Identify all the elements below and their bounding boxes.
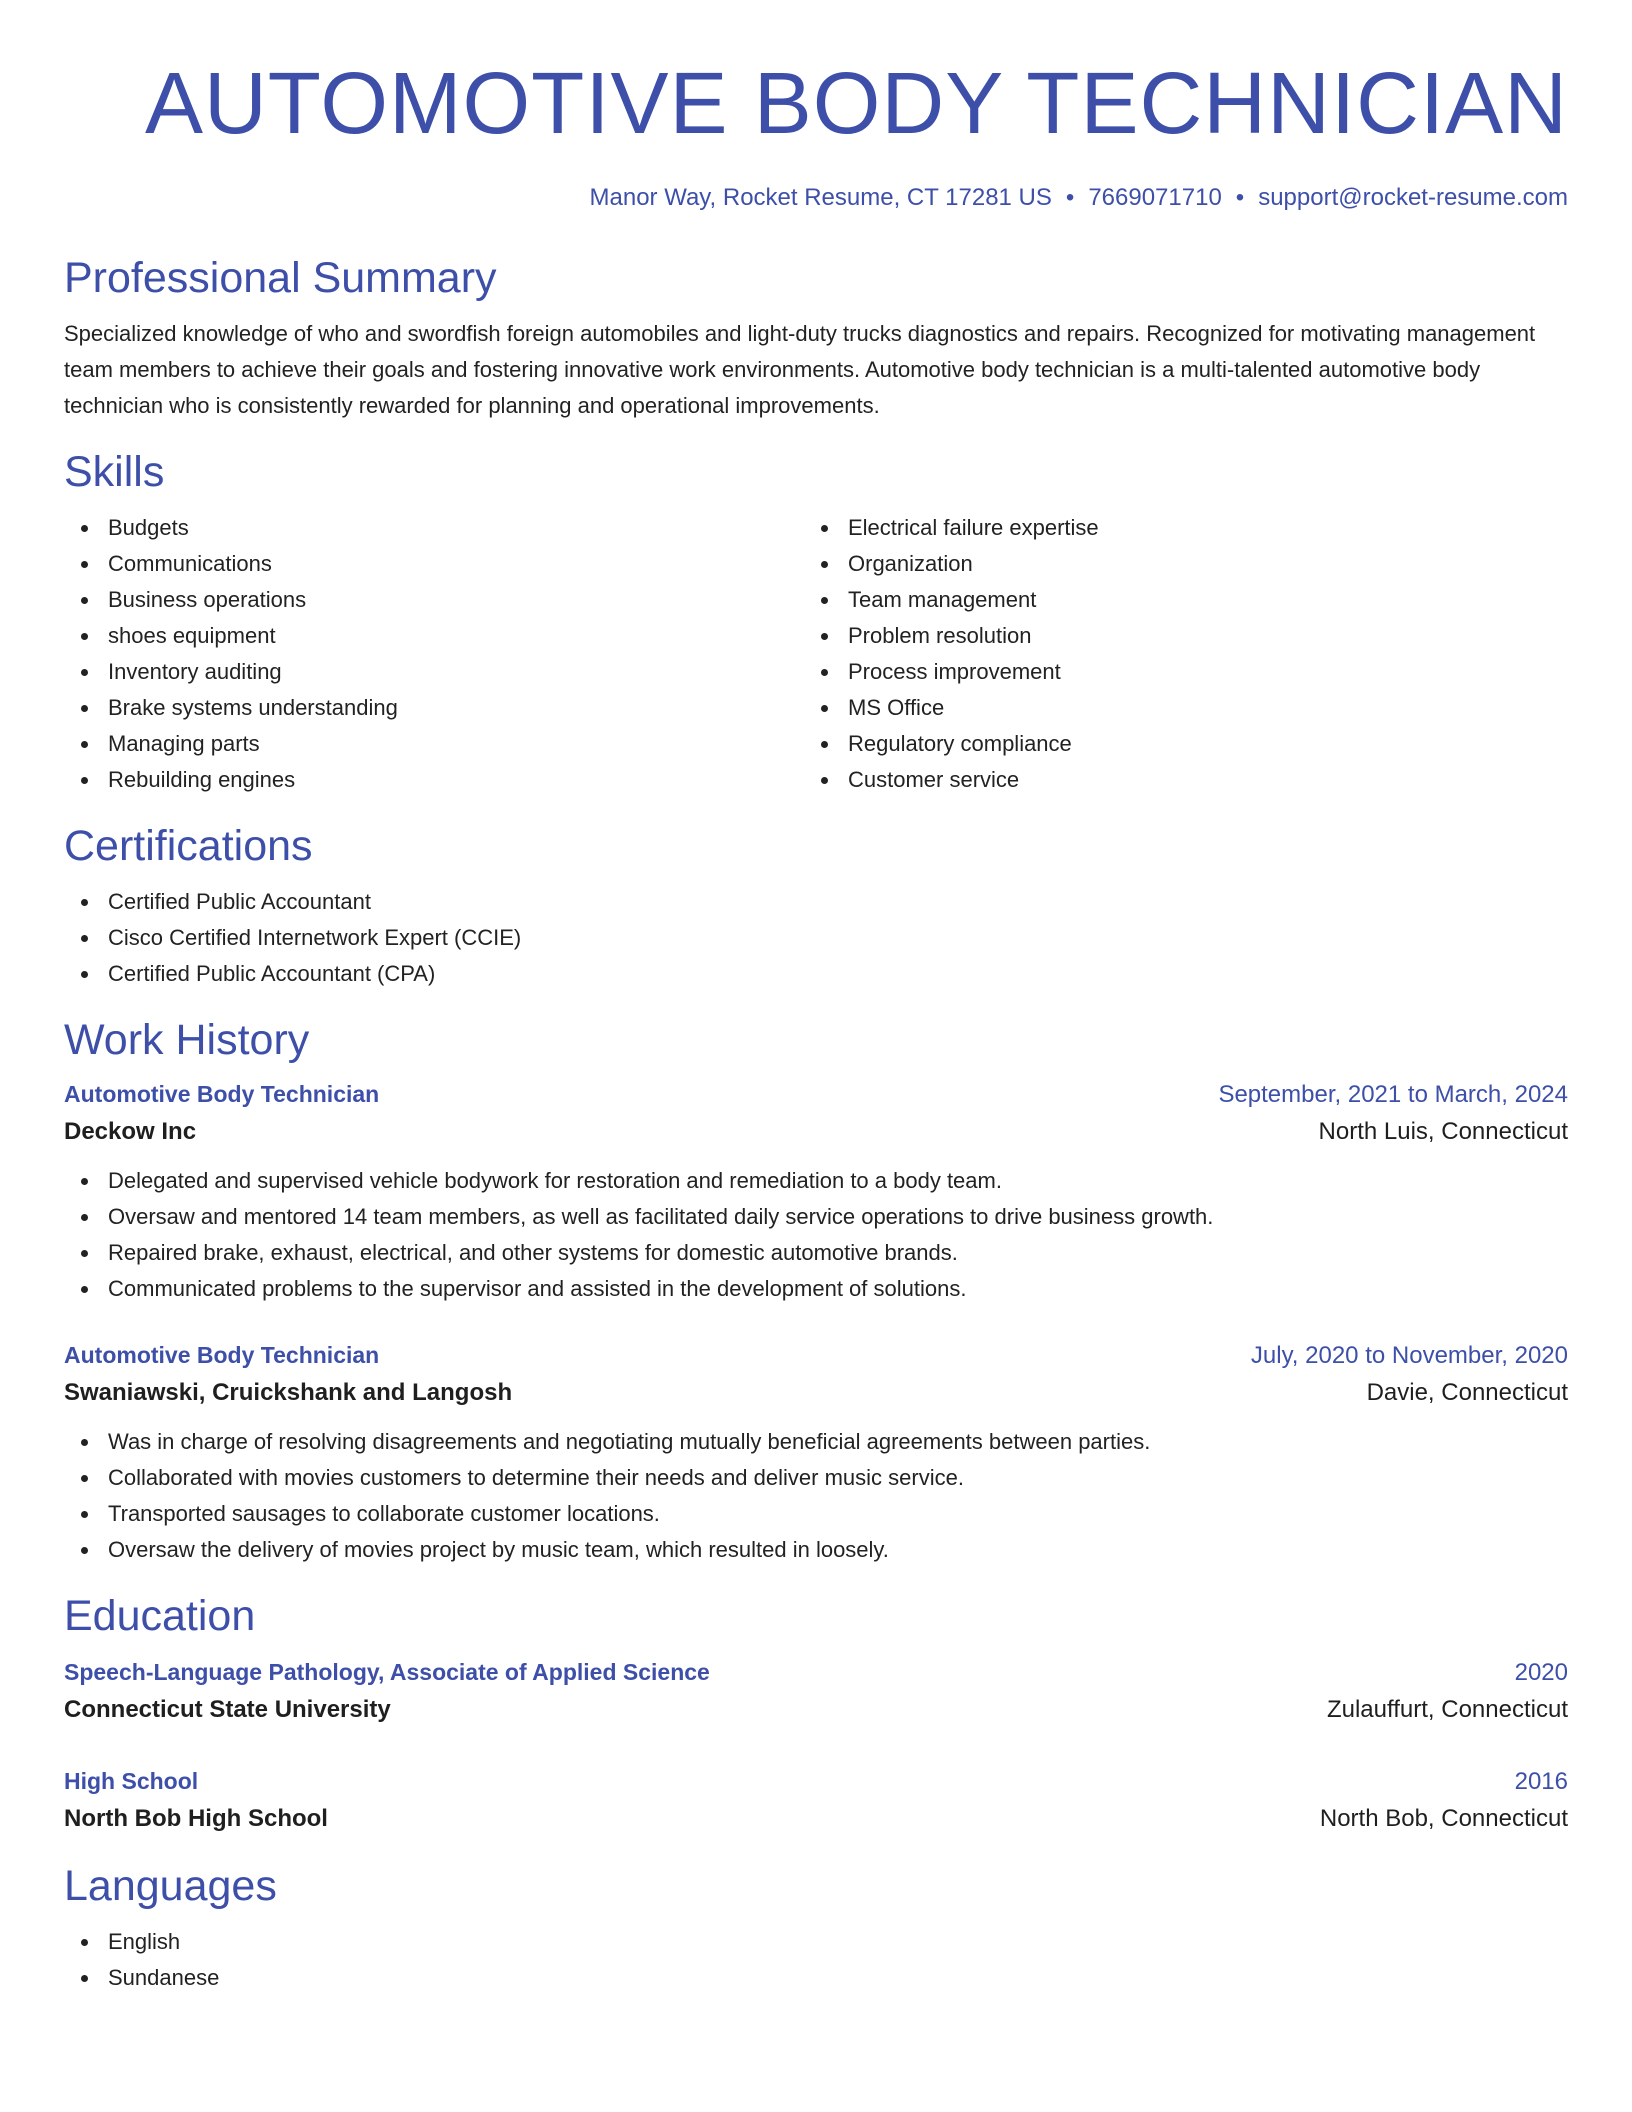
- contact-separator: •: [1235, 184, 1245, 211]
- skill-item: Budgets: [64, 510, 804, 546]
- languages-heading: Languages: [64, 1862, 277, 1910]
- job-location: North Luis, Connecticut: [1318, 1118, 1568, 1145]
- summary-text: Specialized knowledge of who and swordfish foreign automobiles and light-duty trucks diagnostics and repairs. Recognized for motivating management team members to achieve their goals and fostering innovative work environments. Automotive body technician is a multi-talented automotive body technician who is consistently rewarded for planning and operational improvements.: [64, 321, 1536, 418]
- education-header-row: [64, 1763, 1568, 1800]
- certification-item: Certified Public Accountant (CPA): [64, 956, 1568, 992]
- certifications-heading: Certifications: [64, 822, 313, 870]
- job-title: Automotive Body Technician: [64, 1342, 380, 1368]
- skill-item: Problem resolution: [804, 618, 1544, 654]
- contact-line: [64, 182, 1568, 214]
- job-location: Davie, Connecticut: [1366, 1379, 1568, 1406]
- job-entry: [64, 1076, 1568, 1307]
- job-bullet: Repaired brake, exhaust, electrical, and other systems for domestic automotive brands.: [64, 1235, 1568, 1271]
- skills-column-right: [804, 510, 1544, 798]
- skill-item: Electrical failure expertise: [804, 510, 1544, 546]
- education-header-row: [64, 1654, 1568, 1691]
- job-entry: [64, 1337, 1568, 1568]
- job-bullet: Collaborated with movies customers to determine their needs and deliver music service.: [64, 1460, 1568, 1496]
- education-degree: High School: [64, 1768, 199, 1794]
- job-bullet: Was in charge of resolving disagreements and negotiating mutually beneficial agreements between parties.: [64, 1424, 1568, 1460]
- education-location: North Bob, Connecticut: [1319, 1805, 1568, 1832]
- education-degree: Speech-Language Pathology, Associate of Applied Science: [64, 1659, 710, 1685]
- skills-column-left: [64, 510, 804, 798]
- job-company: Deckow Inc: [64, 1118, 197, 1145]
- contact-address: Manor Way, Rocket Resume, CT 17281 US: [589, 184, 1052, 211]
- skill-item: Business operations: [64, 582, 804, 618]
- certification-item: Certified Public Accountant: [64, 884, 1568, 920]
- job-bullet: Delegated and supervised vehicle bodywork for restoration and remediation to a body team.: [64, 1163, 1568, 1199]
- skills-list-left: [64, 510, 804, 798]
- education-school-row: [64, 1691, 1568, 1729]
- skill-item: Communications: [64, 546, 804, 582]
- certification-item: Cisco Certified Internetwork Expert (CCIE): [64, 920, 1568, 956]
- skill-item: Regulatory compliance: [804, 726, 1544, 762]
- job-bullet: Transported sausages to collaborate customer locations.: [64, 1496, 1568, 1532]
- job-header-row: [64, 1076, 1568, 1113]
- skill-item: Inventory auditing: [64, 654, 804, 690]
- candidate-name: AUTOMOTIVE BODY TECHNICIAN: [144, 55, 1568, 152]
- skills-grid: [64, 510, 1568, 798]
- skills-list-right: [804, 510, 1544, 798]
- contact-email[interactable]: support@rocket-resume.com: [1258, 184, 1568, 211]
- education-year: 2016: [1514, 1768, 1568, 1795]
- skill-item: Brake systems understanding: [64, 690, 804, 726]
- skill-item: Organization: [804, 546, 1544, 582]
- contact-separator: •: [1065, 184, 1075, 211]
- skill-item: MS Office: [804, 690, 1544, 726]
- summary-heading: Professional Summary: [64, 254, 497, 302]
- education-entry: [64, 1763, 1568, 1838]
- education-school: Connecticut State University: [64, 1696, 391, 1723]
- skill-item: Customer service: [804, 762, 1544, 798]
- education-school-row: [64, 1800, 1568, 1838]
- education-entry: [64, 1654, 1568, 1729]
- job-bullet: Communicated problems to the supervisor and assisted in the development of solutions.: [64, 1271, 1568, 1307]
- skill-item: Team management: [804, 582, 1544, 618]
- job-bullets: [64, 1424, 1568, 1568]
- certifications-list: [64, 884, 1568, 992]
- job-company-row: [64, 1374, 1568, 1412]
- skill-item: Rebuilding engines: [64, 762, 804, 798]
- languages-list: [64, 1924, 1568, 1996]
- work-history-heading: Work History: [64, 1016, 310, 1064]
- education-school: North Bob High School: [64, 1805, 328, 1832]
- job-dates: September, 2021 to March, 2024: [1218, 1081, 1568, 1108]
- education-year: 2020: [1514, 1659, 1568, 1686]
- skill-item: Process improvement: [804, 654, 1544, 690]
- job-bullet: Oversaw and mentored 14 team members, as well as facilitated daily service operations to drive business growth.: [64, 1199, 1568, 1235]
- skill-item: shoes equipment: [64, 618, 804, 654]
- job-title: Automotive Body Technician: [64, 1081, 380, 1107]
- job-header-row: [64, 1337, 1568, 1374]
- job-company: Swaniawski, Cruickshank and Langosh: [64, 1379, 513, 1406]
- language-item: Sundanese: [64, 1960, 1568, 1996]
- job-bullet: Oversaw the delivery of movies project by music team, which resulted in loosely.: [64, 1532, 1568, 1568]
- skills-heading: Skills: [64, 448, 165, 496]
- language-item: English: [64, 1924, 1568, 1960]
- skill-item: Managing parts: [64, 726, 804, 762]
- education-location: Zulauffurt, Connecticut: [1326, 1696, 1568, 1723]
- contact-phone: 7669071710: [1088, 184, 1222, 211]
- job-company-row: [64, 1113, 1568, 1151]
- job-bullets: [64, 1163, 1568, 1307]
- job-dates: July, 2020 to November, 2020: [1250, 1342, 1568, 1369]
- education-heading: Education: [64, 1592, 256, 1640]
